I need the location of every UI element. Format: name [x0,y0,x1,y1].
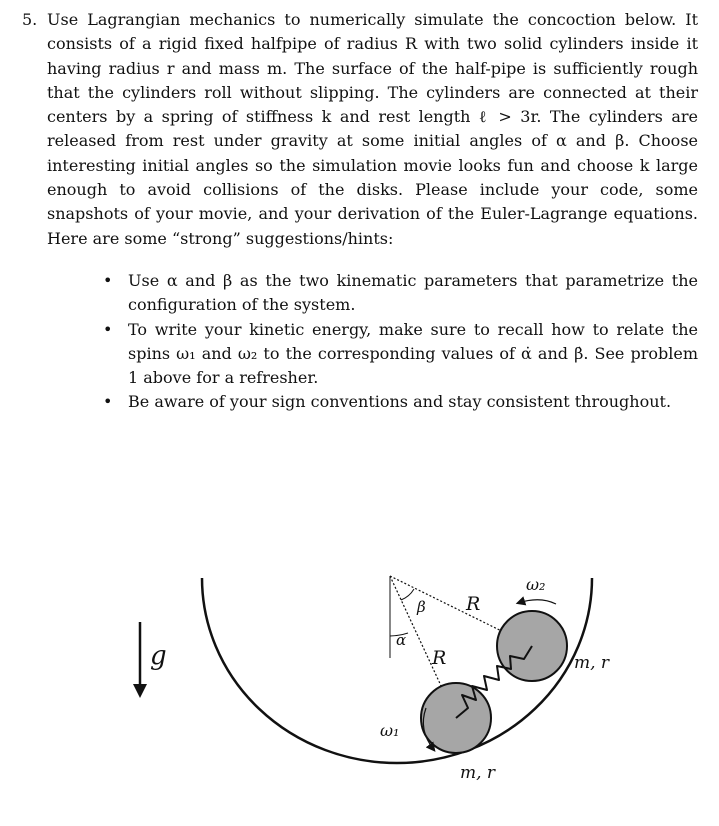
hint-text: Use α and β as the two kinematic parameters that parametrize the configuration of the system. [128,270,698,315]
problem-statement: Use Lagrangian mechanics to numerically simulate the concoction below. It consists of a rigid fixed halfpipe of radius R with two solid cylinders inside it having radius r and mass m. The surface of the half-pipe is sufficiently rough that the cylinders roll without slipping. The cylinders are connected at their centers by a spring of stiffness k and rest length ℓ > 3r. The cylinders are released from rest under gravity at some initial angles of α and β. Choose interesting initial angles so the simulation movie looks fun and choose k large enough to avoid collisions of the disks. Please include your code, some snapshots of your movie, and your derivation of the Euler-Lagrange equations. Here are some “strong” suggestions/hints: [47,10,698,248]
beta-arc [401,589,414,600]
omega1-label: ω₁ [380,721,400,740]
bullet-icon: • [103,392,113,412]
gravity-label: g [150,641,167,671]
problem-number: 5. [22,10,38,29]
radius-label-lower: R [432,647,447,669]
radius-label-upper: R [466,593,481,615]
hint-item [103,390,698,414]
problem-5 [22,8,698,415]
mass-label-1: m, r [460,763,496,783]
halfpipe-diagram [0,560,719,826]
omega2-arrow [518,600,556,604]
hint-text: To write your kinetic energy, make sure to recall how to relate the spins ω₁ and ω₂ to the corresponding values of α̇ and β̇. See problem 1 above for a refresher. [128,319,698,388]
hint-item [103,269,698,318]
bullet-icon: • [103,270,113,290]
hint-text: Be aware of your sign conventions and stay consistent throughout. [128,392,672,412]
alpha-label: α [396,631,407,649]
omega2-label: ω₂ [526,575,546,594]
mass-label-2: m, r [574,653,610,673]
hints-list [22,269,698,415]
bullet-icon: • [103,319,113,339]
gravity-arrow [133,622,147,698]
beta-label: β [417,598,426,616]
hint-item [103,318,698,391]
